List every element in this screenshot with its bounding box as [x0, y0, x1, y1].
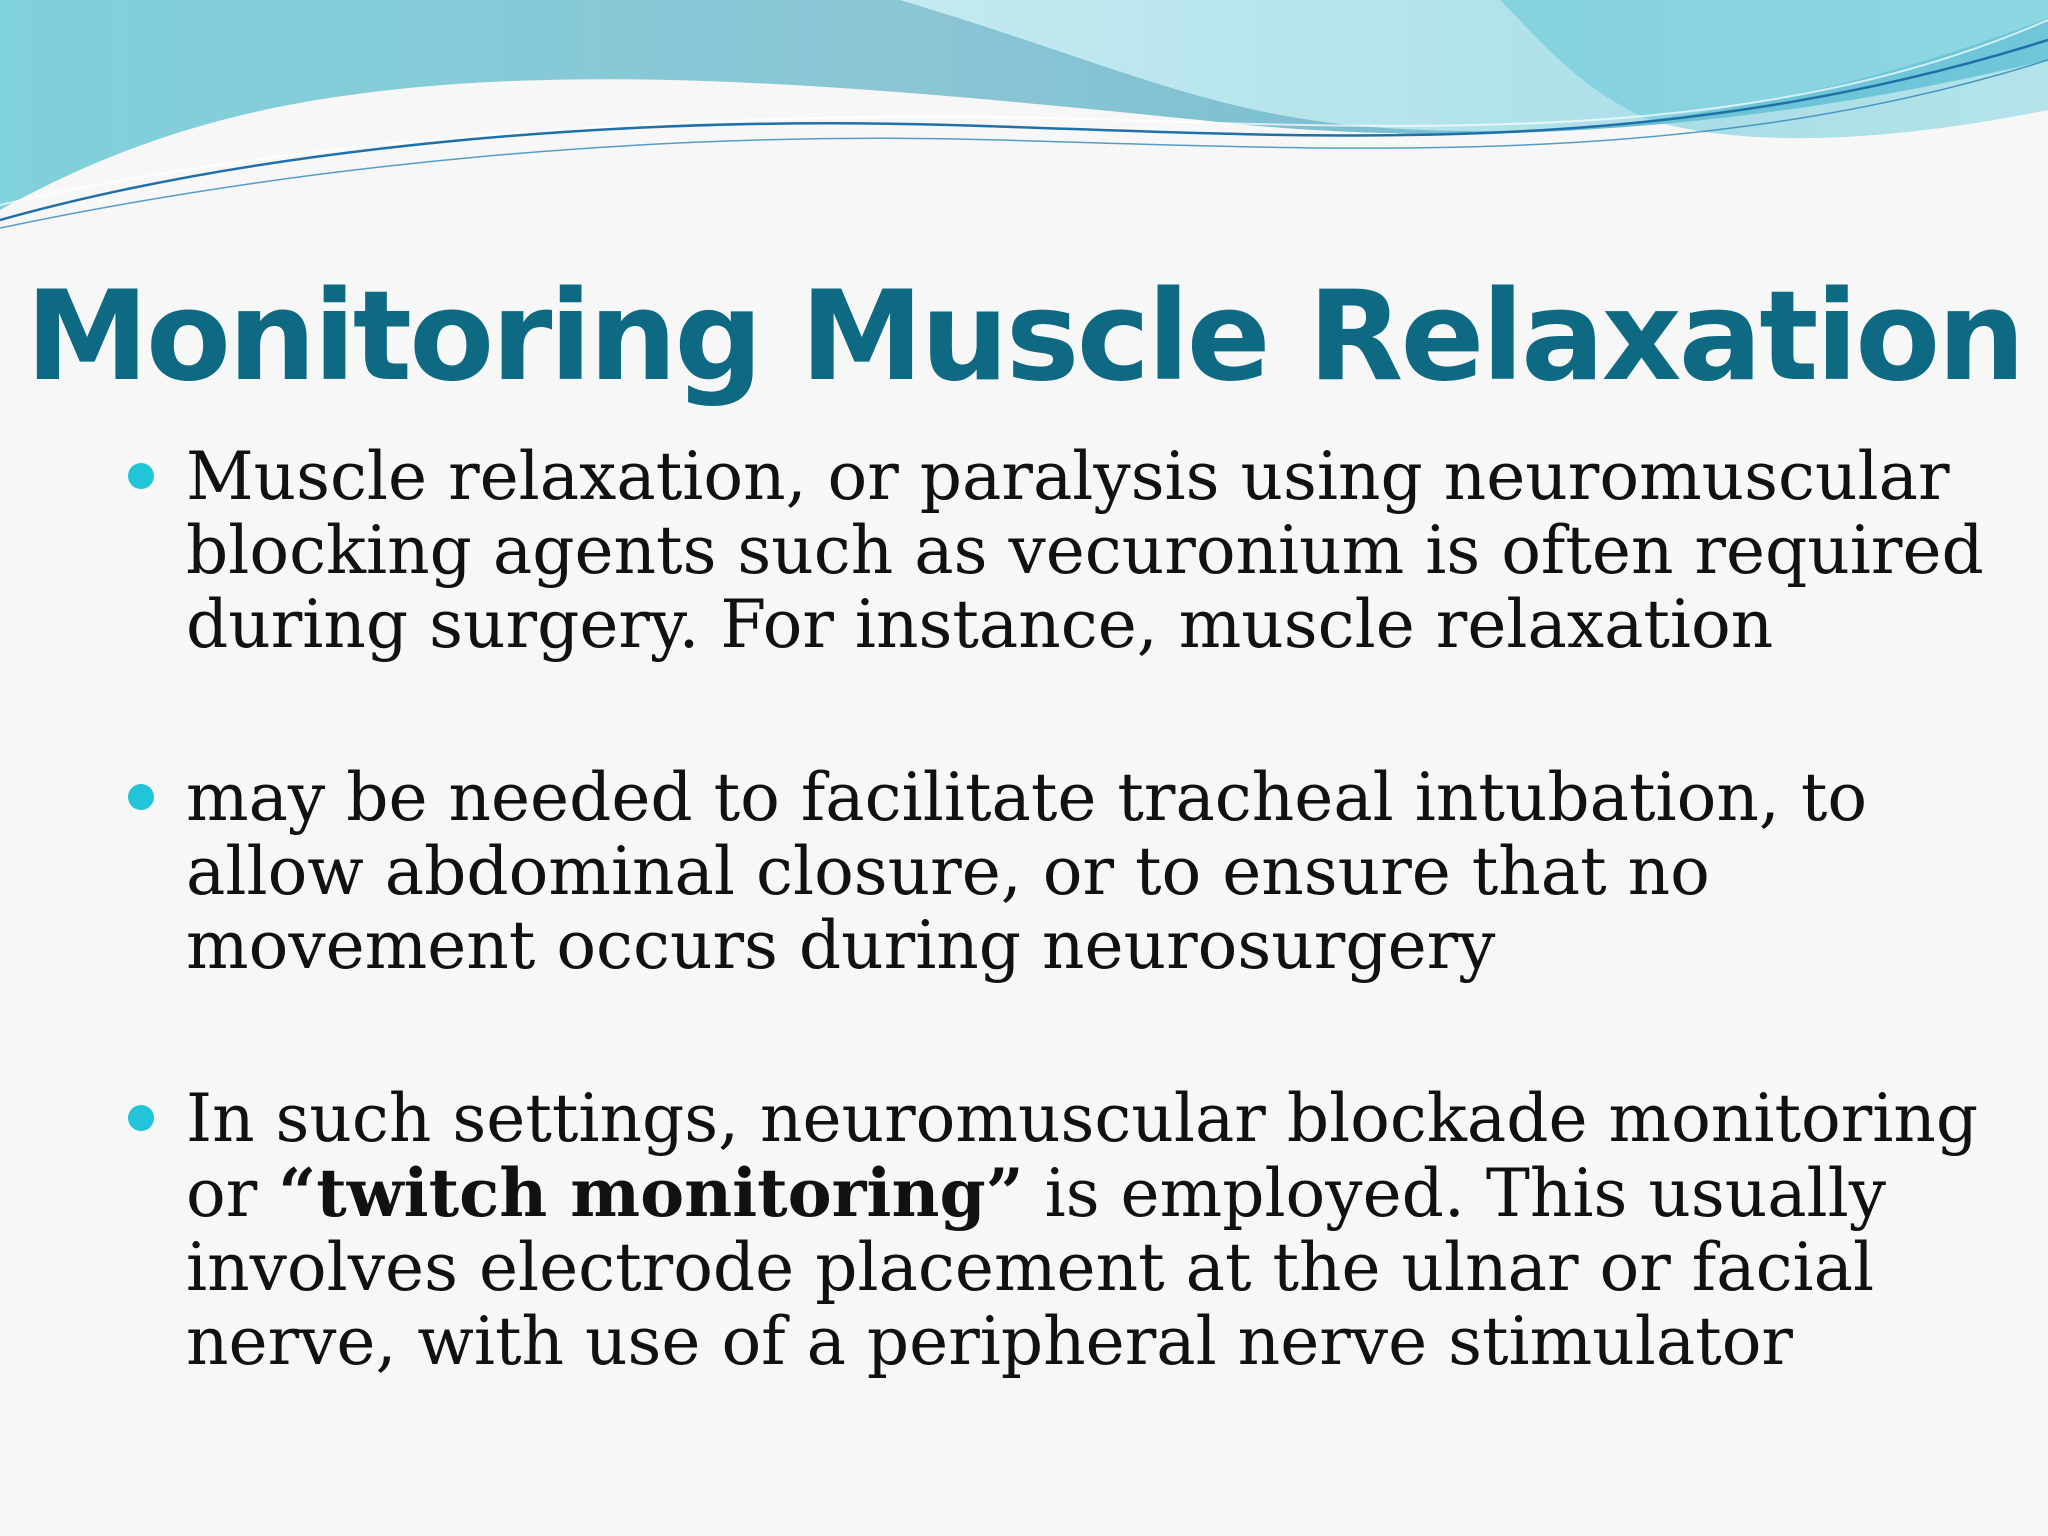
bullet-dot-icon [128, 784, 154, 810]
bullet-text-3-pre: In such settings, neuromuscular blockade monitoring or [186, 1080, 1979, 1232]
decorative-wave-header [0, 0, 2048, 250]
bullet-item-2 [128, 761, 2028, 983]
bullet-text-3-bold: “twitch monitoring” [278, 1154, 1024, 1232]
slide-title: Monitoring Muscle Relaxation [25, 265, 2023, 409]
bullet-item-1 [128, 440, 2028, 662]
bullet-text-1: Muscle relaxation, or paralysis using neuromuscular blocking agents such as vecuronium is often required during surgery. For instance, muscle relaxation [186, 438, 1984, 663]
bullet-text-2: may be needed to facilitate tracheal intubation, to allow abdominal closure, or to ensure that no movement occurs during neurosurgery [186, 759, 1868, 984]
bullet-dot-icon [128, 463, 154, 489]
bullet-dot-icon [128, 1105, 154, 1131]
bullet-item-3 [128, 1082, 2028, 1379]
bullet-text-3-post: is employed. This usually involves electrode placement at the ulnar or facial nerve, with use of a peripheral nerve stimulator [186, 1155, 1887, 1380]
bullet-list [128, 440, 2028, 1379]
